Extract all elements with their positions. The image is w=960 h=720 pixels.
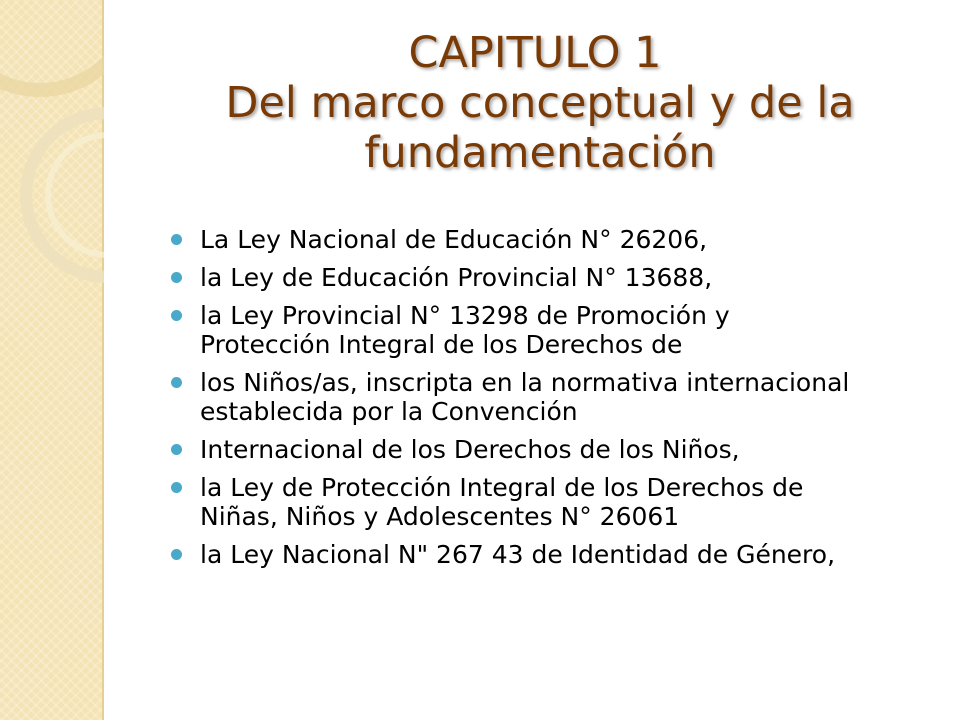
bullet-text-line: la Ley Nacional N" 267 43 de Identidad de Género, <box>200 540 836 569</box>
bullet-text-line: Niñas, Niños y Adolescentes N° 26061 <box>200 502 680 531</box>
slide-title <box>200 28 880 178</box>
bullet-dot-icon <box>171 482 182 493</box>
bullet-list <box>168 225 908 578</box>
bullet-dot-icon <box>171 377 182 388</box>
bullet-text-line: establecida por la Convención <box>200 397 578 426</box>
bullet-text-line: la Ley de Educación Provincial N° 13688, <box>200 263 713 292</box>
bullet-dot-icon <box>171 549 182 560</box>
list-item <box>168 301 908 359</box>
bullet-text-line: La Ley Nacional de Educación N° 26206, <box>200 225 708 254</box>
bullet-dot-icon <box>171 272 182 283</box>
list-item <box>168 540 908 569</box>
title-subtitle-line-2: fundamentación <box>364 128 716 178</box>
list-item <box>168 225 908 254</box>
bullet-dot-icon <box>171 444 182 455</box>
list-item <box>168 263 908 292</box>
bullet-dot-icon <box>171 234 182 245</box>
bullet-text-line: Protección Integral de los Derechos de <box>200 330 683 359</box>
bullet-text-line: la Ley de Protección Integral de los Derechos de <box>200 473 804 502</box>
title-chapter: CAPITULO 1 <box>408 28 662 78</box>
title-subtitle-line-1: Del marco conceptual y de la <box>225 78 855 128</box>
bullet-text-line: los Niños/as, inscripta en la normativa internacional <box>200 368 850 397</box>
bullet-text-line: Internacional de los Derechos de los Niños, <box>200 435 740 464</box>
list-item <box>168 368 908 426</box>
bullet-dot-icon <box>171 310 182 321</box>
decorative-circles <box>0 0 104 720</box>
decorative-side-band <box>0 0 104 720</box>
list-item <box>168 473 908 531</box>
list-item <box>168 435 908 464</box>
bullet-text-line: la Ley Provincial N° 13298 de Promoción y <box>200 301 730 330</box>
